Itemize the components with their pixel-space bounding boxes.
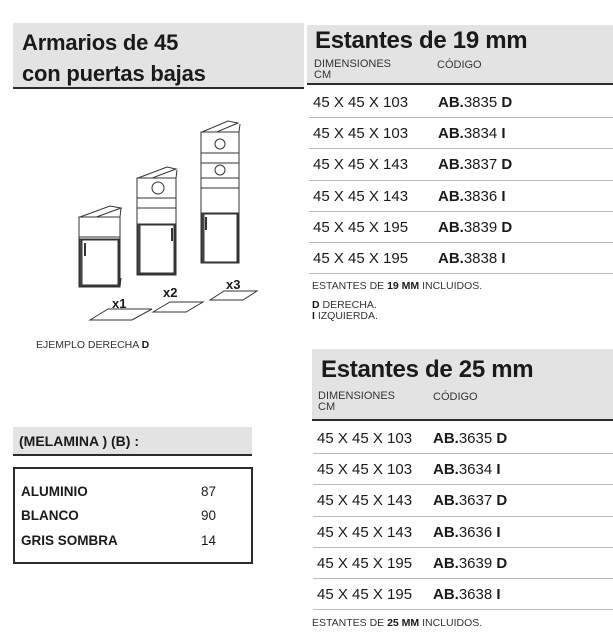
shelves-25-note: ESTANTES DE 25 MM INCLUIDOS. (312, 617, 483, 629)
shelves-25-dim-header: DIMENSIONES CM (318, 390, 396, 413)
cabinet-medium-drawing (137, 167, 177, 275)
shelves-19-dim-header: DIMENSIONES CM (314, 58, 392, 81)
shelves-25-code-header: CÓDIGO (433, 391, 478, 403)
melamina-finishes-table: ALUMINIO 87 BLANCO 90 GRIS SOMBRA 14 (13, 467, 253, 564)
table-row: 45 X 45 X 195 AB.3839 D (309, 212, 613, 243)
table-row: 45 X 45 X 195 AB.3638 I (313, 579, 613, 610)
shelves-25-title: Estantes de 25 mm (321, 356, 534, 383)
shelves-19-code-header: CÓDIGO (437, 59, 482, 71)
table-row: 45 X 45 X 195 AB.3838 I (309, 243, 613, 274)
table-row: 45 X 45 X 143 AB.3836 I (309, 181, 613, 212)
table-row: 45 X 45 X 143 AB.3636 I (313, 517, 613, 548)
side-legend: D DERECHA. I IZQUIERDA. (312, 299, 378, 322)
table-row: 45 X 45 X 103 AB.3835 D (309, 87, 613, 118)
cabinet-illustration (60, 115, 260, 330)
shelf-board-2 (153, 302, 203, 312)
cabinet-tall-drawing (201, 121, 240, 263)
table-row: 45 X 45 X 103 AB.3634 I (313, 454, 613, 485)
cabinet-small-drawing (79, 206, 121, 287)
qty-label-x1: x1 (112, 296, 127, 311)
shelves-19-note: ESTANTES DE 19 MM INCLUIDOS. (312, 280, 483, 292)
cabinet-title-block (13, 23, 304, 89)
qty-label-x3: x3 (226, 277, 241, 292)
shelf-board-3 (210, 291, 257, 300)
qty-label-x2: x2 (163, 285, 178, 300)
table-row: 45 X 45 X 143 AB.3837 D (309, 149, 613, 180)
shelves-25-table (313, 423, 613, 610)
table-row: 45 X 45 X 103 AB.3834 I (309, 118, 613, 149)
shelves-19-table (309, 87, 613, 274)
shelves-25-header (312, 349, 613, 421)
cabinet-title-line2: con puertas bajas (22, 61, 206, 86)
cabinet-title-line1: Armarios de 45 (22, 30, 179, 55)
table-row: 45 X 45 X 143 AB.3637 D (313, 485, 613, 516)
shelves-19-header (307, 25, 613, 85)
example-caption: EJEMPLO DERECHA D (36, 339, 150, 351)
melamina-title: (MELAMINA ) (B) : (13, 427, 252, 456)
table-row: 45 X 45 X 195 AB.3639 D (313, 548, 613, 579)
table-row: 45 X 45 X 103 AB.3635 D (313, 423, 613, 454)
shelves-19-title: Estantes de 19 mm (315, 27, 528, 54)
